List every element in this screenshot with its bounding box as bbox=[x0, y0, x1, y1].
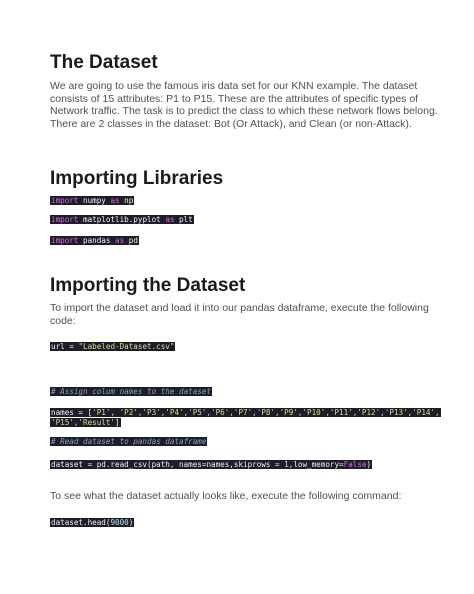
dataset-head-description: To see what the dataset actually looks like, execute the following command: bbox=[50, 490, 402, 502]
heading-the-dataset: The Dataset bbox=[50, 52, 158, 73]
code-comment-assign-names: # Assign colum names to the dataset bbox=[51, 387, 212, 396]
code-dataset-head: dataset.head(9000) bbox=[51, 518, 134, 527]
code-comment-read-dataset: # Read dataset to pandas dataframe bbox=[51, 437, 207, 446]
heading-importing-libraries: Importing Libraries bbox=[50, 168, 224, 189]
dataset-description: We are going to use the famous iris data set for our KNN example. The dataset consists of 15 attributes: P1 to P15. These are the attributes of specific types of Network traffic. The task is to predict the class to which these network flows belong. There are 2 classes in the dataset: Bot (Or Attack), and Clean (or non-Attack). bbox=[50, 80, 438, 130]
code-import-numpy: import numpy as np bbox=[51, 196, 134, 205]
import-dataset-description: To import the dataset and load it into our pandas dataframe, execute the following code: bbox=[50, 302, 429, 327]
heading-importing-the-dataset: Importing the Dataset bbox=[50, 275, 246, 296]
code-names-list-line1: names = ['P1', 'P2','P3','P4','P5','P6','P7','P8','P9','P10','P11','P12','P13','P14', bbox=[51, 408, 440, 417]
code-import-pandas: import pandas as pd bbox=[51, 236, 138, 245]
code-import-matplotlib: import matplotlib.pyplot as plt bbox=[51, 215, 193, 224]
code-url-assignment: url = "Labeled-Dataset.csv" bbox=[51, 342, 175, 351]
code-read-csv: dataset = pd.read_csv(path, names=names,skiprows = 1,low_memory=False) bbox=[51, 460, 372, 469]
code-names-list-line2: 'P15','Result'] bbox=[51, 418, 120, 427]
